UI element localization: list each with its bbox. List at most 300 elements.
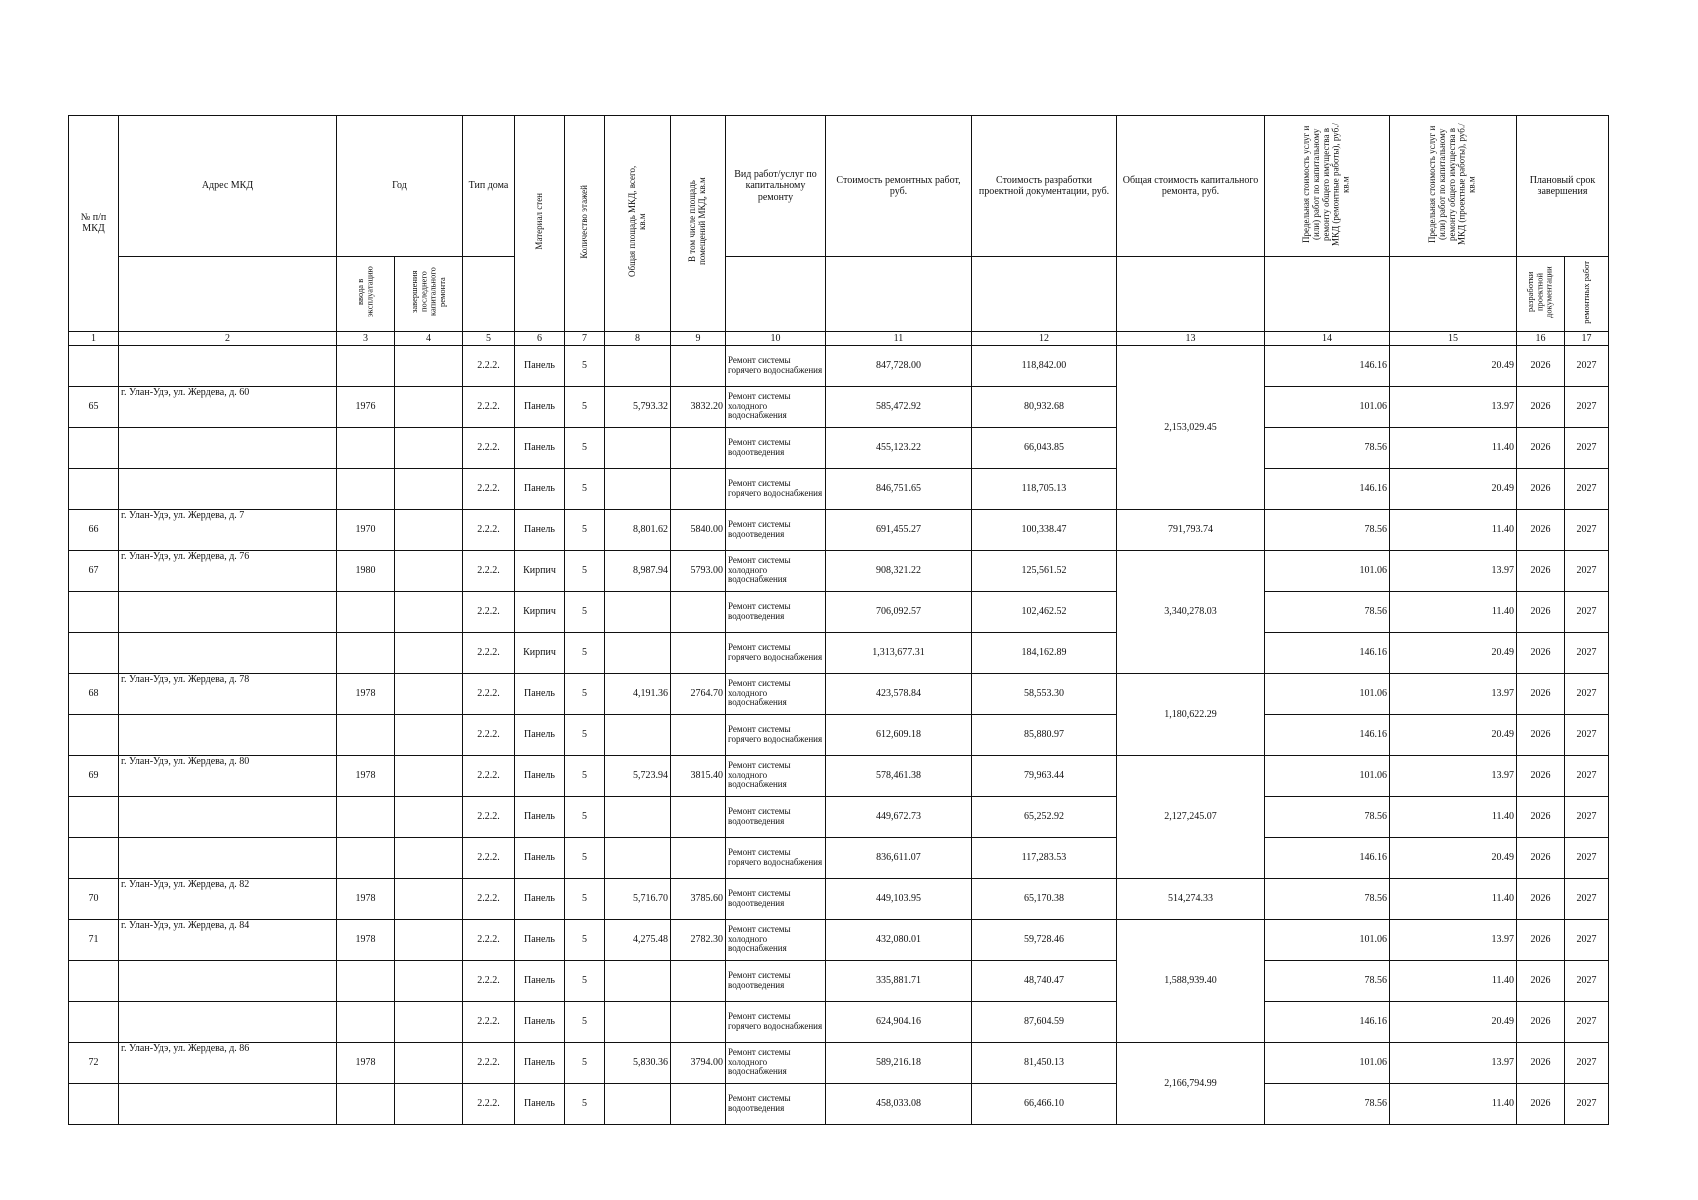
header-year-last-repair: завершения последнего капитального ремонта — [395, 257, 463, 332]
cell-area-living — [671, 1083, 726, 1124]
cell-work-type: Ремонт системы холодного водоснабжения — [726, 1042, 826, 1083]
cell-deadline-project: 2026 — [1517, 550, 1565, 591]
cell-area-total — [605, 1083, 671, 1124]
cell-cost-project: 184,162.89 — [972, 632, 1117, 673]
cell-limit-project: 20.49 — [1390, 468, 1517, 509]
cell-limit-project: 11.40 — [1390, 427, 1517, 468]
cell-floors: 5 — [565, 468, 605, 509]
cell-area-living: 3832.20 — [671, 386, 726, 427]
cell-cost-project: 118,705.13 — [972, 468, 1117, 509]
cell-year-commission: 1978 — [337, 878, 395, 919]
cell-wall-material: Панель — [515, 386, 565, 427]
cell-floors: 5 — [565, 345, 605, 386]
cell-cost-total: 1,588,939.40 — [1117, 919, 1265, 1042]
cell-deadline-project: 2026 — [1517, 673, 1565, 714]
cell-year-commission — [337, 427, 395, 468]
cell-house-type: 2.2.2. — [463, 796, 515, 837]
cell-year-last-repair — [395, 386, 463, 427]
cell-deadline-project: 2026 — [1517, 427, 1565, 468]
column-number: 6 — [515, 331, 565, 345]
cell-deadline-project: 2026 — [1517, 837, 1565, 878]
cell-area-living: 3815.40 — [671, 755, 726, 796]
cell-floors: 5 — [565, 550, 605, 591]
cell-deadline-project: 2026 — [1517, 591, 1565, 632]
cell-deadline-works: 2027 — [1565, 960, 1609, 1001]
cell-record-number: 71 — [69, 919, 119, 960]
cell-year-last-repair — [395, 796, 463, 837]
cell-record-number: 72 — [69, 1042, 119, 1083]
cell-year-commission — [337, 632, 395, 673]
cell-year-last-repair — [395, 837, 463, 878]
cell-limit-repair: 101.06 — [1265, 673, 1390, 714]
cell-work-type: Ремонт системы водоотведения — [726, 509, 826, 550]
cell-limit-repair: 78.56 — [1265, 509, 1390, 550]
cell-area-living — [671, 960, 726, 1001]
cell-address: г. Улан-Удэ, ул. Жердева, д. 82 — [119, 878, 337, 919]
cell-year-commission — [337, 345, 395, 386]
cell-cost-repair: 449,672.73 — [826, 796, 972, 837]
cell-cost-project: 48,740.47 — [972, 960, 1117, 1001]
cell-year-last-repair — [395, 632, 463, 673]
column-number: 4 — [395, 331, 463, 345]
cell-cost-repair: 585,472.92 — [826, 386, 972, 427]
table-row — [69, 755, 1609, 796]
cell-deadline-works: 2027 — [1565, 550, 1609, 591]
cell-wall-material: Панель — [515, 755, 565, 796]
cell-deadline-works: 2027 — [1565, 919, 1609, 960]
cell-cost-repair: 846,751.65 — [826, 468, 972, 509]
cell-wall-material: Панель — [515, 919, 565, 960]
header-work-type: Вид работ/услуг по капитальному ремонту — [726, 116, 826, 257]
cell-house-type: 2.2.2. — [463, 1001, 515, 1042]
table-row — [69, 878, 1609, 919]
cell-deadline-works: 2027 — [1565, 386, 1609, 427]
table-row — [69, 468, 1609, 509]
cell-deadline-works: 2027 — [1565, 796, 1609, 837]
cell-floors: 5 — [565, 796, 605, 837]
cell-year-commission — [337, 714, 395, 755]
cell-year-commission — [337, 591, 395, 632]
cell-limit-project: 11.40 — [1390, 960, 1517, 1001]
cell-area-total — [605, 1001, 671, 1042]
cell-limit-project: 11.40 — [1390, 591, 1517, 632]
cell-limit-repair: 146.16 — [1265, 837, 1390, 878]
cell-record-number — [69, 837, 119, 878]
cell-record-number — [69, 1083, 119, 1124]
cell-record-number: 70 — [69, 878, 119, 919]
cell-house-type: 2.2.2. — [463, 919, 515, 960]
cell-year-last-repair — [395, 427, 463, 468]
cell-record-number — [69, 1001, 119, 1042]
cell-record-number — [69, 960, 119, 1001]
capital-repair-table — [68, 115, 1609, 1125]
cell-deadline-works: 2027 — [1565, 673, 1609, 714]
cell-cost-repair: 449,103.95 — [826, 878, 972, 919]
cell-limit-project: 11.40 — [1390, 796, 1517, 837]
cell-year-last-repair — [395, 1042, 463, 1083]
cell-area-total — [605, 591, 671, 632]
column-number: 14 — [1265, 331, 1390, 345]
cell-cost-project: 100,338.47 — [972, 509, 1117, 550]
column-number: 12 — [972, 331, 1117, 345]
cell-limit-project: 11.40 — [1390, 509, 1517, 550]
header-house-type: Тип дома — [463, 116, 515, 257]
cell-floors: 5 — [565, 1083, 605, 1124]
table-row — [69, 386, 1609, 427]
cell-area-total: 5,716.70 — [605, 878, 671, 919]
cell-cost-repair: 624,904.16 — [826, 1001, 972, 1042]
column-numbers-row — [69, 331, 1609, 345]
cell-record-number: 69 — [69, 755, 119, 796]
cell-deadline-project: 2026 — [1517, 960, 1565, 1001]
cell-cost-project: 102,462.52 — [972, 591, 1117, 632]
cell-cost-project: 118,842.00 — [972, 345, 1117, 386]
cell-limit-repair: 101.06 — [1265, 550, 1390, 591]
cell-address — [119, 427, 337, 468]
cell-area-total — [605, 427, 671, 468]
cell-limit-project: 13.97 — [1390, 673, 1517, 714]
cell-area-total — [605, 468, 671, 509]
table-row — [69, 1042, 1609, 1083]
cell-wall-material: Панель — [515, 796, 565, 837]
cell-cost-total: 3,340,278.03 — [1117, 550, 1265, 673]
cell-year-last-repair — [395, 755, 463, 796]
cell-limit-repair: 78.56 — [1265, 960, 1390, 1001]
cell-area-total: 4,191.36 — [605, 673, 671, 714]
cell-wall-material: Панель — [515, 1001, 565, 1042]
cell-house-type: 2.2.2. — [463, 673, 515, 714]
cell-cost-repair: 612,609.18 — [826, 714, 972, 755]
cell-house-type: 2.2.2. — [463, 755, 515, 796]
cell-cost-project: 66,043.85 — [972, 427, 1117, 468]
cell-cost-repair: 706,092.57 — [826, 591, 972, 632]
cell-wall-material: Панель — [515, 714, 565, 755]
cell-address — [119, 714, 337, 755]
cell-limit-project: 13.97 — [1390, 919, 1517, 960]
header-year-commission: ввода в эксплуатацию — [337, 257, 395, 332]
table-row — [69, 1001, 1609, 1042]
cell-cost-repair: 1,313,677.31 — [826, 632, 972, 673]
cell-limit-project: 20.49 — [1390, 1001, 1517, 1042]
cell-limit-project: 13.97 — [1390, 386, 1517, 427]
cell-year-commission — [337, 468, 395, 509]
cell-floors: 5 — [565, 386, 605, 427]
cell-cost-project: 117,283.53 — [972, 837, 1117, 878]
cell-year-last-repair — [395, 591, 463, 632]
cell-wall-material: Панель — [515, 878, 565, 919]
cell-deadline-works: 2027 — [1565, 878, 1609, 919]
cell-address: г. Улан-Удэ, ул. Жердева, д. 76 — [119, 550, 337, 591]
column-number: 15 — [1390, 331, 1517, 345]
cell-cost-repair: 578,461.38 — [826, 755, 972, 796]
cell-area-total — [605, 714, 671, 755]
cell-deadline-works: 2027 — [1565, 837, 1609, 878]
cell-house-type: 2.2.2. — [463, 427, 515, 468]
cell-limit-repair: 146.16 — [1265, 1001, 1390, 1042]
cell-record-number — [69, 632, 119, 673]
cell-year-last-repair — [395, 673, 463, 714]
cell-cost-total: 1,180,622.29 — [1117, 673, 1265, 755]
cell-record-number: 66 — [69, 509, 119, 550]
cell-year-last-repair — [395, 509, 463, 550]
cell-year-last-repair — [395, 550, 463, 591]
cell-floors: 5 — [565, 1001, 605, 1042]
cell-year-commission: 1978 — [337, 755, 395, 796]
cell-cost-repair: 455,123.22 — [826, 427, 972, 468]
header-address-sub — [119, 257, 337, 332]
header-cost-repair-sub — [826, 257, 972, 332]
cell-record-number: 68 — [69, 673, 119, 714]
header-limit-repair-sub — [1265, 257, 1390, 332]
cell-floors: 5 — [565, 878, 605, 919]
cell-work-type: Ремонт системы холодного водоснабжения — [726, 919, 826, 960]
cell-wall-material: Панель — [515, 509, 565, 550]
cell-wall-material: Кирпич — [515, 632, 565, 673]
table-row — [69, 1083, 1609, 1124]
cell-deadline-project: 2026 — [1517, 386, 1565, 427]
cell-limit-project: 11.40 — [1390, 1083, 1517, 1124]
cell-limit-repair: 146.16 — [1265, 632, 1390, 673]
cell-deadline-project: 2026 — [1517, 1083, 1565, 1124]
cell-area-total — [605, 837, 671, 878]
cell-area-living — [671, 714, 726, 755]
cell-area-total: 5,793.32 — [605, 386, 671, 427]
cell-limit-project: 20.49 — [1390, 837, 1517, 878]
cell-area-living — [671, 345, 726, 386]
cell-deadline-project: 2026 — [1517, 878, 1565, 919]
cell-address — [119, 960, 337, 1001]
cell-cost-repair: 423,578.84 — [826, 673, 972, 714]
cell-year-commission: 1970 — [337, 509, 395, 550]
cell-limit-repair: 78.56 — [1265, 427, 1390, 468]
cell-limit-project: 20.49 — [1390, 714, 1517, 755]
header-cost-total: Общая стоимость капитального ремонта, руб. — [1117, 116, 1265, 257]
table-row — [69, 632, 1609, 673]
cell-work-type: Ремонт системы водоотведения — [726, 591, 826, 632]
header-cost-total-sub — [1117, 257, 1265, 332]
cell-work-type: Ремонт системы горячего водоснабжения — [726, 714, 826, 755]
cell-limit-repair: 78.56 — [1265, 878, 1390, 919]
cell-cost-project: 81,450.13 — [972, 1042, 1117, 1083]
cell-house-type: 2.2.2. — [463, 714, 515, 755]
cell-cost-repair: 691,455.27 — [826, 509, 972, 550]
cell-cost-total: 2,127,245.07 — [1117, 755, 1265, 878]
header-year: Год — [337, 116, 463, 257]
table-row — [69, 837, 1609, 878]
cell-deadline-works: 2027 — [1565, 427, 1609, 468]
cell-area-total: 5,723.94 — [605, 755, 671, 796]
cell-wall-material: Панель — [515, 427, 565, 468]
cell-area-living — [671, 837, 726, 878]
cell-deadline-works: 2027 — [1565, 591, 1609, 632]
cell-house-type: 2.2.2. — [463, 837, 515, 878]
cell-deadline-project: 2026 — [1517, 345, 1565, 386]
cell-address: г. Улан-Удэ, ул. Жердева, д. 78 — [119, 673, 337, 714]
cell-area-living: 5840.00 — [671, 509, 726, 550]
cell-floors: 5 — [565, 755, 605, 796]
header-limit-project: Предельная стоимость услуг и (или) работ по капитальному ремонту общего имущества в МКД (проектные работы), руб./кв.м — [1390, 116, 1517, 257]
cell-deadline-works: 2027 — [1565, 468, 1609, 509]
cell-wall-material: Кирпич — [515, 591, 565, 632]
header-cost-project-sub — [972, 257, 1117, 332]
cell-year-last-repair — [395, 1001, 463, 1042]
column-number: 10 — [726, 331, 826, 345]
cell-work-type: Ремонт системы холодного водоснабжения — [726, 755, 826, 796]
cell-area-living: 5793.00 — [671, 550, 726, 591]
cell-area-living — [671, 1001, 726, 1042]
header-address: Адрес МКД — [119, 116, 337, 257]
column-number: 8 — [605, 331, 671, 345]
column-number: 13 — [1117, 331, 1265, 345]
cell-year-last-repair — [395, 878, 463, 919]
cell-house-type: 2.2.2. — [463, 960, 515, 1001]
cell-limit-project: 20.49 — [1390, 632, 1517, 673]
cell-wall-material: Панель — [515, 673, 565, 714]
cell-work-type: Ремонт системы холодного водоснабжения — [726, 386, 826, 427]
cell-limit-project: 11.40 — [1390, 878, 1517, 919]
cell-work-type: Ремонт системы холодного водоснабжения — [726, 550, 826, 591]
table-row — [69, 714, 1609, 755]
cell-floors: 5 — [565, 632, 605, 673]
cell-area-living — [671, 796, 726, 837]
header-limit-repair: Предельная стоимость услуг и (или) работ по капитальному ремонту общего имущества в МКД (ремонтные работы), руб./кв.м — [1265, 116, 1390, 257]
cell-house-type: 2.2.2. — [463, 386, 515, 427]
cell-deadline-works: 2027 — [1565, 1042, 1609, 1083]
cell-floors: 5 — [565, 837, 605, 878]
cell-cost-repair: 458,033.08 — [826, 1083, 972, 1124]
cell-cost-repair: 908,321.22 — [826, 550, 972, 591]
cell-work-type: Ремонт системы водоотведения — [726, 796, 826, 837]
cell-year-last-repair — [395, 960, 463, 1001]
cell-deadline-project: 2026 — [1517, 468, 1565, 509]
cell-floors: 5 — [565, 960, 605, 1001]
table-row — [69, 550, 1609, 591]
cell-floors: 5 — [565, 673, 605, 714]
cell-limit-repair: 101.06 — [1265, 755, 1390, 796]
cell-record-number — [69, 796, 119, 837]
cell-house-type: 2.2.2. — [463, 468, 515, 509]
cell-cost-total: 514,274.33 — [1117, 878, 1265, 919]
column-number: 5 — [463, 331, 515, 345]
cell-area-total — [605, 960, 671, 1001]
cell-cost-project: 65,252.92 — [972, 796, 1117, 837]
cell-area-living: 2782.30 — [671, 919, 726, 960]
cell-area-living — [671, 591, 726, 632]
cell-address: г. Улан-Удэ, ул. Жердева, д. 84 — [119, 919, 337, 960]
cell-year-commission — [337, 1083, 395, 1124]
cell-wall-material: Кирпич — [515, 550, 565, 591]
cell-year-commission — [337, 1001, 395, 1042]
column-number: 17 — [1565, 331, 1609, 345]
cell-limit-repair: 146.16 — [1265, 345, 1390, 386]
cell-cost-total: 791,793.74 — [1117, 509, 1265, 550]
cell-area-total: 4,275.48 — [605, 919, 671, 960]
header-cost-project: Стоимость разработки проектной документации, руб. — [972, 116, 1117, 257]
header-area-living: В том числе площадь помещений МКД, кв.м — [671, 116, 726, 332]
table-row — [69, 673, 1609, 714]
cell-record-number — [69, 468, 119, 509]
cell-year-commission: 1978 — [337, 673, 395, 714]
cell-house-type: 2.2.2. — [463, 632, 515, 673]
cell-cost-repair: 847,728.00 — [826, 345, 972, 386]
cell-area-total — [605, 796, 671, 837]
header-cost-repair: Стоимость ремонтных работ, руб. — [826, 116, 972, 257]
cell-house-type: 2.2.2. — [463, 550, 515, 591]
cell-year-commission — [337, 796, 395, 837]
cell-record-number: 67 — [69, 550, 119, 591]
cell-floors: 5 — [565, 427, 605, 468]
cell-house-type: 2.2.2. — [463, 1042, 515, 1083]
table-row — [69, 509, 1609, 550]
cell-work-type: Ремонт системы водоотведения — [726, 1083, 826, 1124]
cell-year-commission — [337, 960, 395, 1001]
header-num: № п/п МКД — [69, 116, 119, 332]
cell-cost-repair: 836,611.07 — [826, 837, 972, 878]
cell-limit-repair: 78.56 — [1265, 591, 1390, 632]
cell-deadline-project: 2026 — [1517, 755, 1565, 796]
cell-house-type: 2.2.2. — [463, 345, 515, 386]
header-deadline-works: ремонтных работ — [1565, 257, 1609, 332]
cell-area-living: 3794.00 — [671, 1042, 726, 1083]
cell-year-last-repair — [395, 919, 463, 960]
cell-limit-repair: 101.06 — [1265, 1042, 1390, 1083]
cell-cost-project: 85,880.97 — [972, 714, 1117, 755]
cell-work-type: Ремонт системы холодного водоснабжения — [726, 673, 826, 714]
cell-limit-project: 13.97 — [1390, 755, 1517, 796]
cell-work-type: Ремонт системы горячего водоснабжения — [726, 837, 826, 878]
cell-house-type: 2.2.2. — [463, 591, 515, 632]
cell-limit-repair: 146.16 — [1265, 468, 1390, 509]
cell-cost-total: 2,153,029.45 — [1117, 345, 1265, 509]
cell-cost-project: 80,932.68 — [972, 386, 1117, 427]
cell-area-living: 2764.70 — [671, 673, 726, 714]
cell-wall-material: Панель — [515, 1042, 565, 1083]
cell-wall-material: Панель — [515, 837, 565, 878]
cell-area-total: 5,830.36 — [605, 1042, 671, 1083]
cell-address — [119, 1001, 337, 1042]
column-number: 9 — [671, 331, 726, 345]
cell-work-type: Ремонт системы горячего водоснабжения — [726, 1001, 826, 1042]
column-number: 16 — [1517, 331, 1565, 345]
cell-area-living — [671, 632, 726, 673]
cell-deadline-project: 2026 — [1517, 919, 1565, 960]
cell-work-type: Ремонт системы горячего водоснабжения — [726, 632, 826, 673]
header-deadline-project: разработки проектной документации — [1517, 257, 1565, 332]
cell-record-number — [69, 427, 119, 468]
cell-address — [119, 468, 337, 509]
cell-year-last-repair — [395, 714, 463, 755]
column-number: 3 — [337, 331, 395, 345]
cell-cost-project: 65,170.38 — [972, 878, 1117, 919]
header-limit-project-sub — [1390, 257, 1517, 332]
cell-area-total: 8,987.94 — [605, 550, 671, 591]
cell-limit-repair: 101.06 — [1265, 386, 1390, 427]
header-area-total: Общая площадь МКД, всего, кв.м — [605, 116, 671, 332]
cell-wall-material: Панель — [515, 345, 565, 386]
cell-limit-repair: 78.56 — [1265, 796, 1390, 837]
cell-year-commission: 1980 — [337, 550, 395, 591]
cell-cost-total: 2,166,794.99 — [1117, 1042, 1265, 1124]
cell-deadline-project: 2026 — [1517, 509, 1565, 550]
cell-work-type: Ремонт системы водоотведения — [726, 427, 826, 468]
cell-area-living — [671, 468, 726, 509]
cell-address: г. Улан-Удэ, ул. Жердева, д. 7 — [119, 509, 337, 550]
cell-cost-project: 58,553.30 — [972, 673, 1117, 714]
cell-address — [119, 837, 337, 878]
table-row — [69, 796, 1609, 837]
cell-year-commission: 1978 — [337, 919, 395, 960]
cell-deadline-works: 2027 — [1565, 632, 1609, 673]
